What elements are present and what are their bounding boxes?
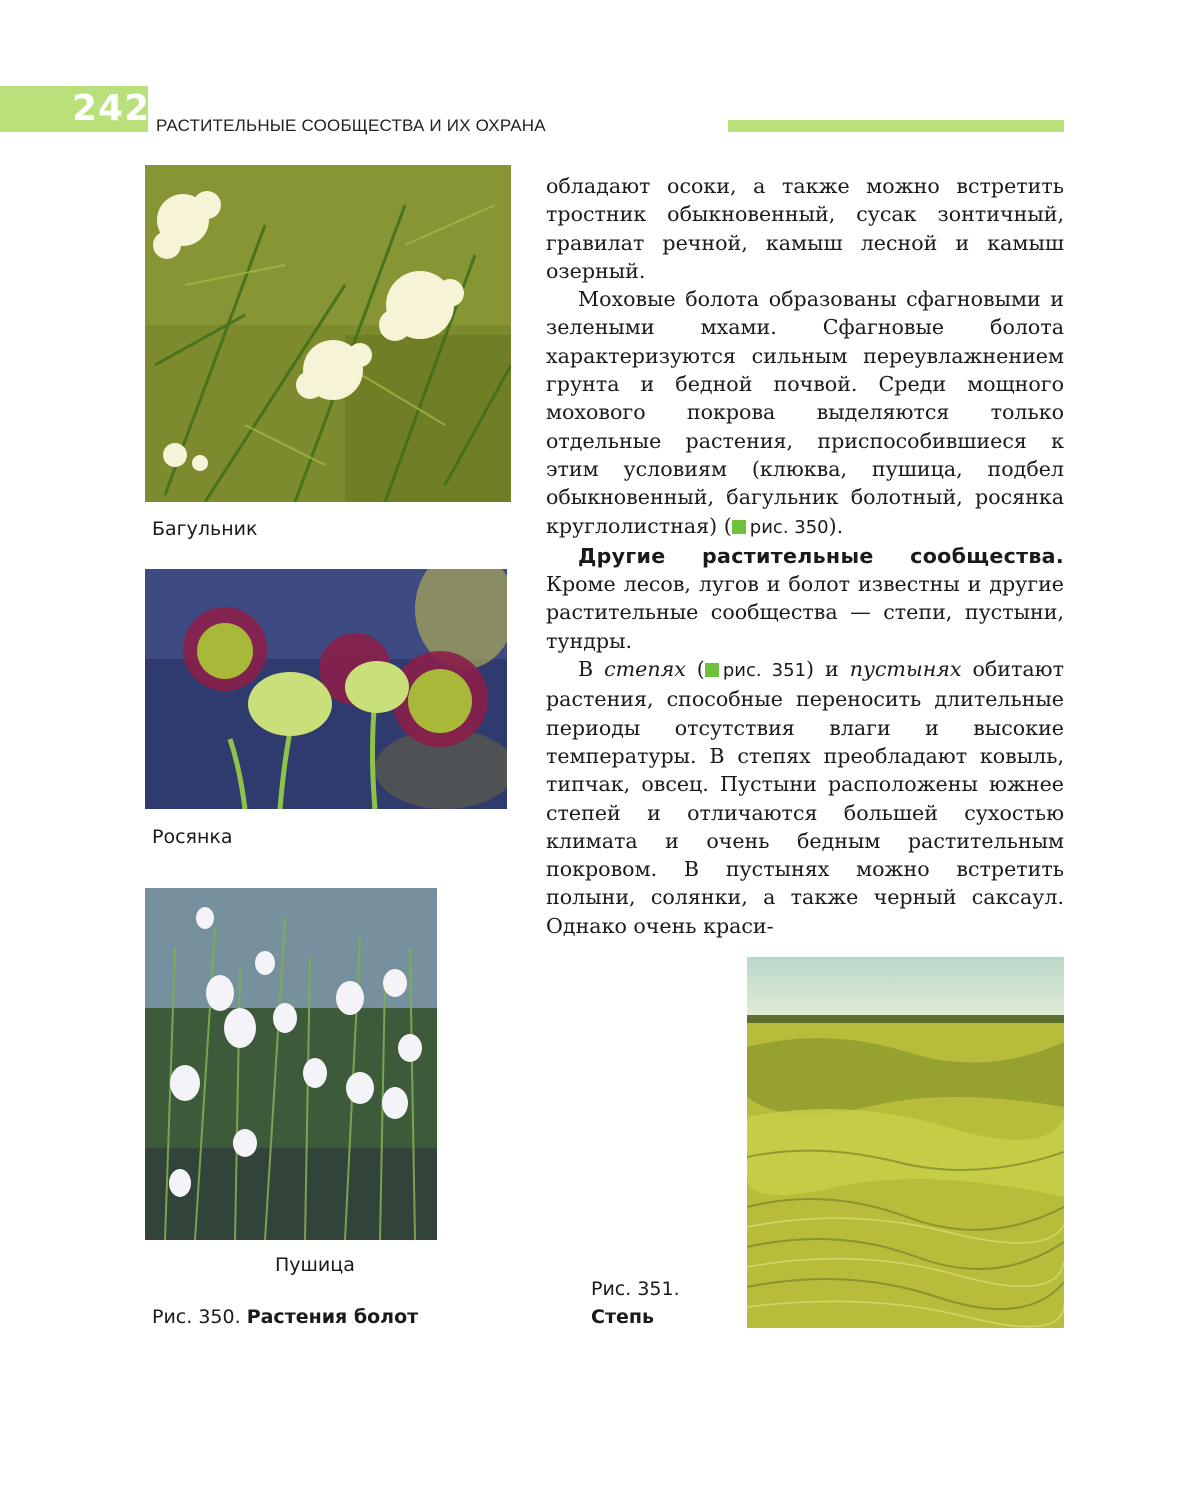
paragraph-4 [546, 655, 1064, 940]
paragraph-4-d: обитают растения, способные переносить длительные периоды отсутствия влаги и высокие температуры. В степях преобладают ковыль, типчак, овсец. Пустыни расположены южнее степей и отличаются большей сухостью климата и очень бедным растительным покровом. В пустынях можно встретить полыни, солянки, а также черный саксаул. Однако очень краси- [546, 657, 1064, 938]
figure-ref-square-icon [732, 520, 746, 534]
body-text [546, 172, 1064, 940]
paragraph-4-c: ) и [806, 657, 850, 682]
bagulnik-caption: Багульник [152, 518, 258, 540]
paragraph-1: обладают осоки, а также можно встретить тростник обыкновенный, сусак зонтичный, гравилат речной, камыш лесной и камыш озерный. [546, 174, 1064, 283]
paragraph-4-a: В [578, 657, 605, 682]
term-steppes: степях [604, 657, 686, 682]
figure-350-ref-text: рис. 350 [749, 516, 829, 538]
paragraph-4-b: ( [685, 657, 705, 682]
rosyanka-caption: Росянка [152, 826, 233, 848]
figure-350-ref [732, 517, 829, 538]
rosyanka-photo [145, 569, 507, 809]
paragraph-3 [546, 542, 1064, 655]
figure-350-caption [152, 1306, 418, 1328]
paragraph-3-text: Кроме лесов, лугов и болот известны и другие растительные сообщества — степи, пустыни, тундры. [546, 572, 1064, 653]
figure-351-title: Степь [591, 1306, 654, 1328]
figure-ref-square-icon [705, 663, 719, 677]
pushitsa-caption: Пушица [275, 1254, 355, 1276]
pushitsa-photo [145, 888, 437, 1240]
figure-351-label: Рис. 351. [591, 1278, 680, 1300]
figure-351-ref [705, 660, 806, 681]
header-accent-bar [728, 120, 1064, 132]
figure-350-title: Растения болот [246, 1306, 419, 1328]
page-number: 242 [72, 88, 151, 129]
steppe-photo [747, 957, 1064, 1328]
running-title: РАСТИТЕЛЬНЫЕ СООБЩЕСТВА И ИХ ОХРАНА [156, 116, 546, 135]
figure-350-label: Рис. 350. [152, 1306, 241, 1328]
paragraph-2-text: Моховые болота образованы сфагновыми и зелеными мхами. Сфагновые болота характеризуются сильным переувлажнением грунта и бедной почвой. Среди мощного мохового покрова выделяются только отдельные растения, приспособившиеся к этим условиям (клюква, пушица, подбел обыкновенный, багульник болотный, росянка круглолистная) ( [546, 287, 1064, 538]
figure-351-ref-text: рис. 351 [722, 660, 807, 682]
paragraph-2-end: ). [828, 513, 844, 538]
paragraph-2 [546, 285, 1064, 542]
section-heading: Другие растительные сообщества. [578, 543, 1064, 568]
bagulnik-photo [145, 165, 511, 502]
term-deserts: пустынях [849, 657, 962, 682]
